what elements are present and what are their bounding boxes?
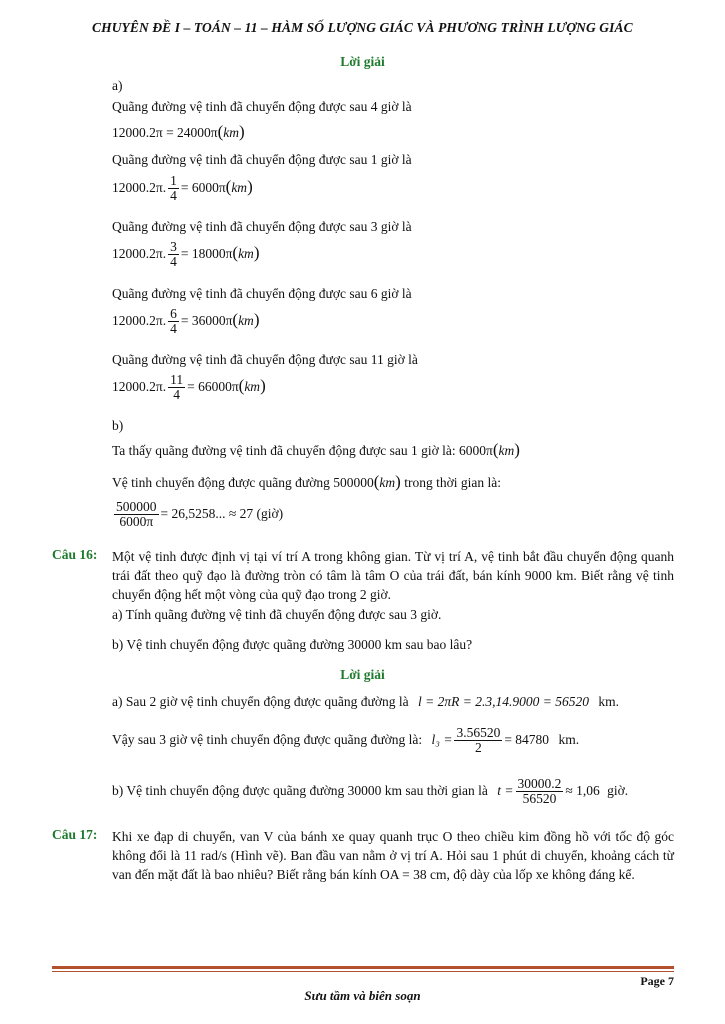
- expr-right: = 18000π: [180, 245, 233, 261]
- fraction: [168, 307, 179, 336]
- question-16-part-b: b) Vệ tinh chuyển động được quãng đường 30000 km sau bao lâu?: [112, 637, 473, 652]
- equation-line: [112, 500, 283, 529]
- text-line: Quãng đường vệ tinh đã chuyển động được sau 11 giờ là: [112, 352, 418, 367]
- fraction: [516, 777, 564, 806]
- text-line: Quãng đường vệ tinh đã chuyển động được sau 3 giờ là: [112, 219, 412, 234]
- text: a) Sau 2 giờ vệ tinh chuyển động được quãng đường là: [112, 694, 409, 709]
- part-a-label: a): [112, 78, 123, 93]
- solution-line: [112, 726, 579, 755]
- unit: km: [379, 475, 396, 490]
- question-16-label: Câu 16:: [52, 547, 98, 562]
- expr-left: l₃ =: [431, 731, 453, 747]
- expr-right: = 66000π: [187, 378, 239, 394]
- footer-credit: Sưu tầm và biên soạn: [304, 988, 421, 1003]
- numerator: 3: [170, 239, 177, 254]
- solution-heading: Lời giải: [340, 667, 385, 682]
- denominator: 4: [173, 387, 180, 403]
- denominator: 4: [170, 321, 177, 337]
- fraction: [454, 726, 502, 755]
- page-header-title: CHUYÊN ĐỀ I – TOÁN – 11 – HÀM SỐ LƯỢNG GIÁC VÀ PHƯƠNG TRÌNH LƯỢNG GIÁC: [92, 20, 633, 35]
- equation-line: 12000.2π. $\frac{1}{4}$ = 6000π(km): [112, 173, 253, 204]
- denominator: 56520: [522, 791, 557, 807]
- denominator: 2: [475, 740, 482, 756]
- question-17-text: Khi xe đạp di chuyển, van V của bánh xe quay quanh trục O theo chiều kim đồng hồ với tốc độ góc không đổi là 11 rad/s (Hình vẽ). Ban đầu van nằm ở vị trí A. Hỏi sau 1 phút di chuyển, khoảng cách từ van đến mặt đất là bao nhiêu? Biết rằng bán kính OA = 38 cm, độ dày của lốp xe không đáng kể.: [112, 829, 674, 882]
- expr-right: = 84780: [504, 731, 550, 747]
- text-line: Ta thấy quãng đường vệ tinh đã chuyển động được sau 1 giờ là: 6000π(km): [112, 440, 520, 459]
- expr-left: t =: [497, 782, 514, 798]
- fraction: [168, 373, 185, 402]
- unit: km: [223, 125, 240, 140]
- text: Ta thấy quãng đường vệ tinh đã chuyển động được sau 1 giờ là: 6000π: [112, 443, 493, 458]
- text-line: Quãng đường vệ tinh đã chuyển động được sau 4 giờ là: [112, 99, 412, 114]
- expr-left: 12000.2π.: [112, 312, 167, 328]
- footer-rule-thick: [52, 966, 674, 969]
- footer-rule-thin: [52, 971, 674, 972]
- unit: km.: [598, 694, 619, 709]
- unit: giờ.: [607, 782, 629, 798]
- expr: l = 2πR = 2.3,14.9000 = 56520: [418, 694, 589, 709]
- question-16-part-a: a) Tính quãng đường vệ tinh đã chuyển động được sau 3 giờ.: [112, 607, 442, 622]
- text-line: Vệ tinh chuyển động được quãng đường 500000(km) trong thời gian là:: [112, 472, 501, 491]
- expr-right: = 26,5258... ≈ 27 (giờ): [160, 505, 284, 521]
- text: trong thời gian là:: [404, 475, 501, 490]
- text: Vậy sau 3 giờ vệ tinh chuyển động được quãng đường là:: [112, 731, 423, 747]
- unit: km: [238, 312, 254, 328]
- text: b) Vệ tinh chuyển động được quãng đường 30000 km sau thời gian là: [112, 782, 488, 798]
- fraction: [168, 240, 179, 269]
- denominator: 6000π: [119, 514, 154, 530]
- unit: km: [498, 443, 515, 458]
- unit: km: [238, 245, 254, 261]
- solution-line: [112, 694, 619, 710]
- numerator: 11: [170, 372, 184, 387]
- unit: km: [231, 179, 248, 195]
- solution-line: [112, 777, 628, 806]
- denominator: 4: [170, 188, 177, 204]
- expr-right: = 36000π: [180, 312, 233, 328]
- numerator: 1: [170, 173, 177, 188]
- numerator: 6: [170, 306, 177, 321]
- equation-line: 12000.2π = 24000π(km): [112, 122, 245, 141]
- equation-line: 12000.2π. $\frac{11}{4}$ = 66000π(km): [112, 372, 266, 403]
- numerator: 500000: [116, 499, 157, 514]
- fraction: [168, 174, 179, 203]
- expr-left: 12000.2π.: [112, 378, 167, 394]
- unit: km.: [558, 731, 580, 747]
- numerator: 3.56520: [456, 725, 501, 740]
- page-number: Page 7: [640, 974, 674, 988]
- equation-line: 12000.2π. $\frac{6}{4}$ = 36000π(km): [112, 306, 260, 337]
- expr-right: ≈ 1,06: [565, 782, 600, 798]
- question-17-label: Câu 17:: [52, 827, 98, 842]
- part-b-label: b): [112, 418, 124, 433]
- solution-heading: Lời giải: [340, 54, 385, 69]
- text-line: Quãng đường vệ tinh đã chuyển động được sau 6 giờ là: [112, 286, 412, 301]
- unit: km: [244, 378, 261, 394]
- expr: 12000.2π = 24000π: [112, 125, 218, 140]
- question-16-text: Một vệ tinh được định vị tại ví trí A trong không gian. Từ vị trí A, vệ tinh bắt đầu chuyển động quanh trái đất theo quỹ đạo là đường tròn có tâm là tâm O của trái đất, bán kính 9000 km. Biết rằng vệ tinh chuyển động hết một vòng của quỹ đạo trong 2 giờ.: [112, 549, 674, 602]
- fraction: [114, 500, 159, 529]
- text: Vệ tinh chuyển động được quãng đường 500000: [112, 475, 374, 490]
- denominator: 4: [170, 254, 177, 270]
- text-line: Quãng đường vệ tinh đã chuyển động được sau 1 giờ là: [112, 152, 412, 167]
- expr-right: = 6000π: [180, 179, 226, 195]
- equation-line: 12000.2π. $\frac{3}{4}$ = 18000π(km): [112, 239, 260, 270]
- expr-left: 12000.2π.: [112, 179, 167, 195]
- numerator: 30000.2: [517, 776, 562, 791]
- expr-left: 12000.2π.: [112, 245, 167, 261]
